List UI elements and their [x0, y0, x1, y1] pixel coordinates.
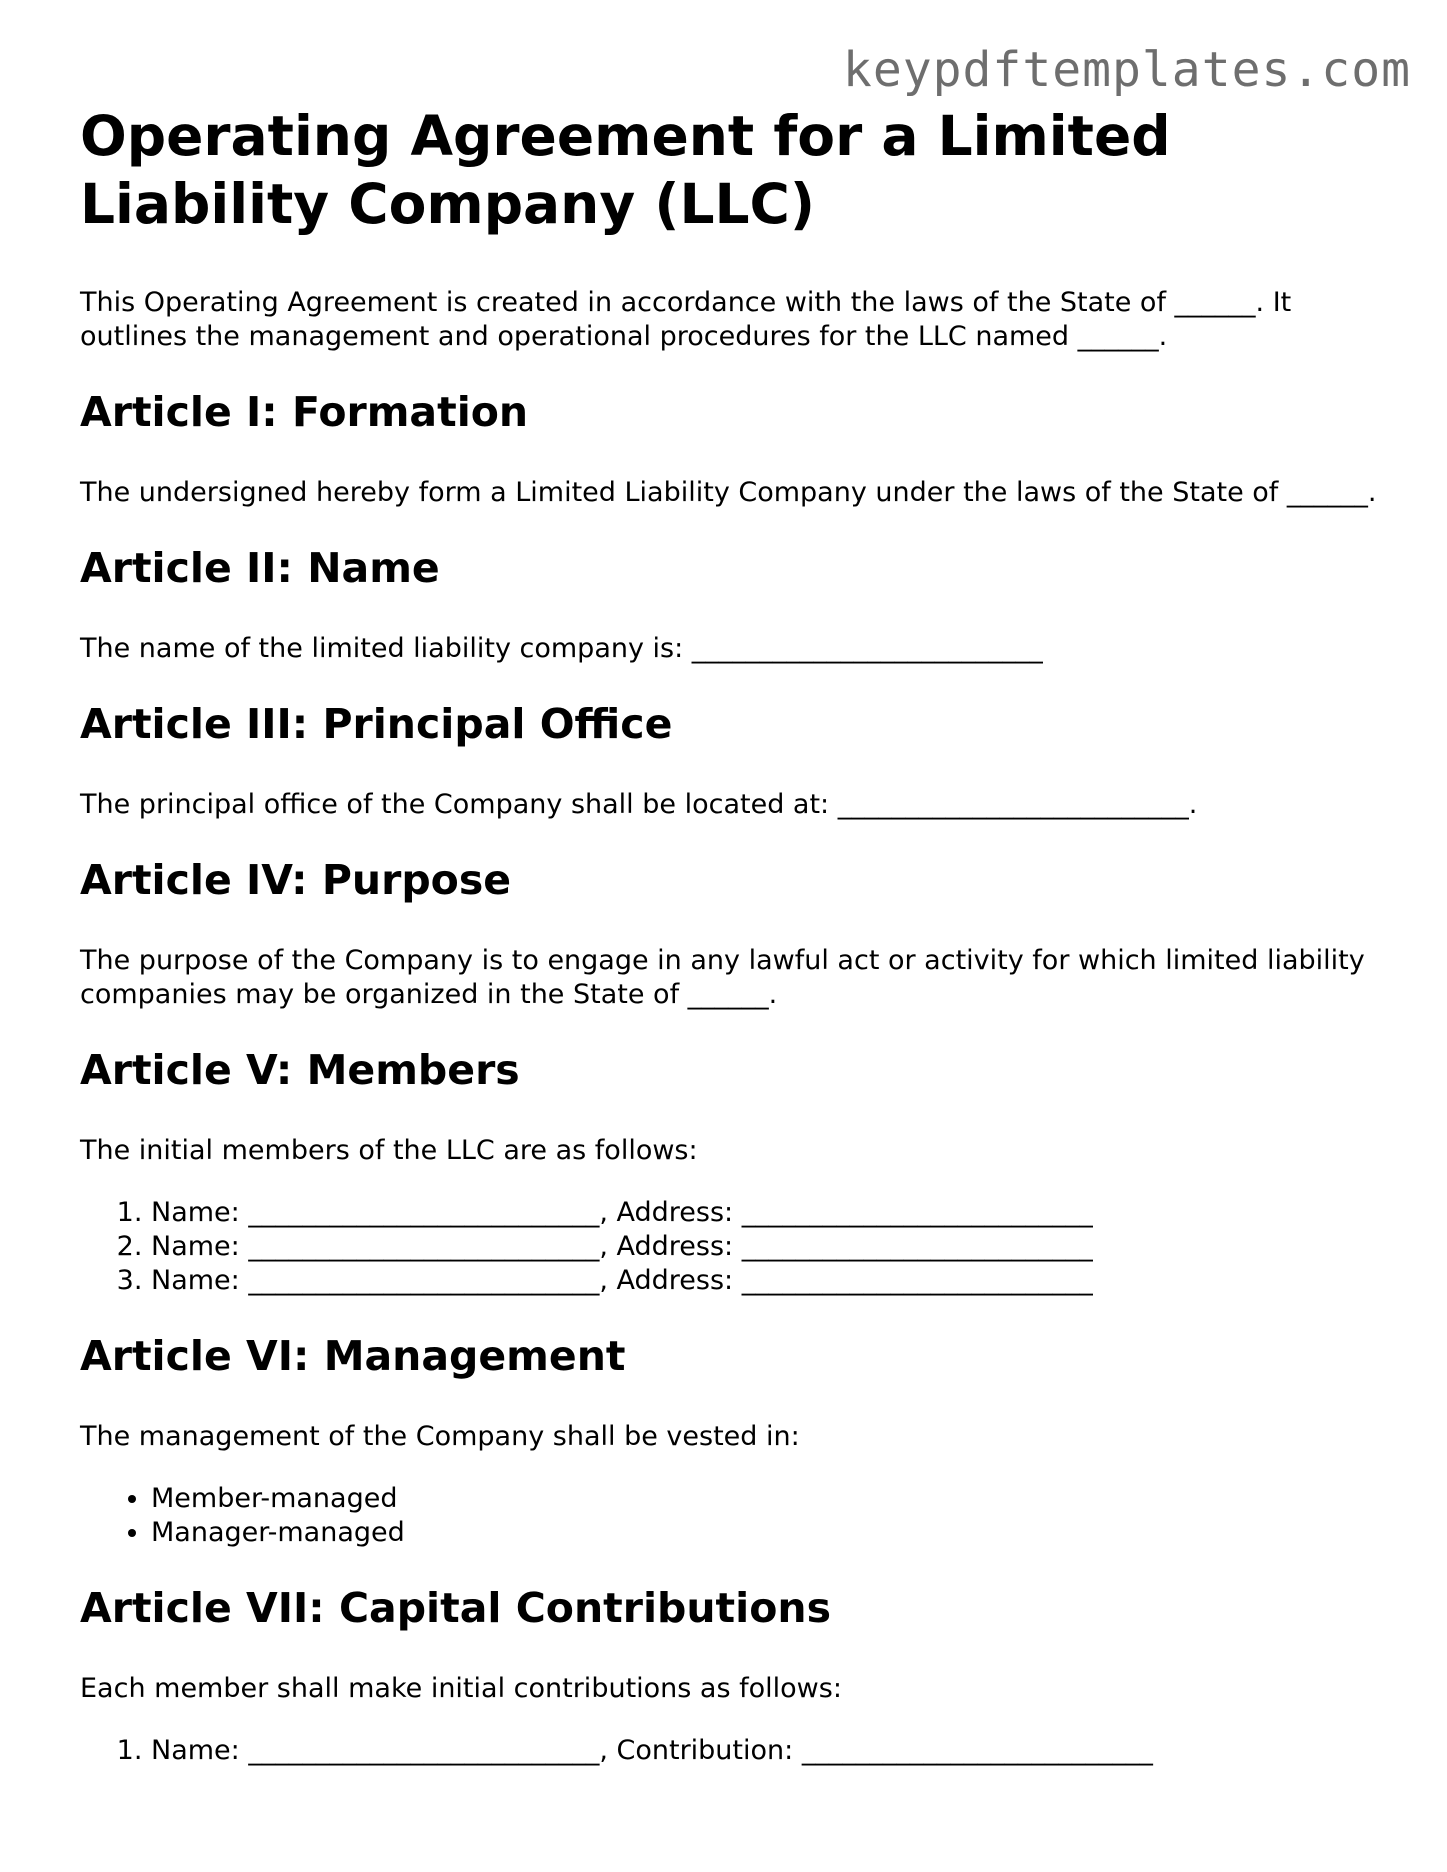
article-heading: Article III: Principal Office — [80, 700, 673, 748]
article-text: The initial members of the LLC are as follows: — [80, 1135, 698, 1166]
management-options-list — [80, 1482, 1380, 1550]
article-members — [80, 1046, 1380, 1298]
article-text: The name of the limited liability company is: __________________________ — [80, 633, 1043, 664]
article-heading: Article V: Members — [80, 1046, 520, 1094]
document-page — [80, 102, 1380, 1768]
contribution-entry: 1. Name: __________________________, Contribution: __________________________ — [151, 1734, 1380, 1768]
article-management — [80, 1332, 1380, 1550]
article-heading: Article VI: Management — [80, 1332, 626, 1380]
article-text: The undersigned hereby form a Limited Liability Company under the laws of the State of ______. — [80, 477, 1377, 508]
document-title: Operating Agreement for a Limited Liability Company (LLC) — [80, 104, 1171, 236]
article-principal-office — [80, 700, 1380, 822]
management-option: • Manager-managed — [151, 1516, 1380, 1550]
article-heading: Article II: Name — [80, 544, 440, 592]
article-purpose — [80, 856, 1380, 1012]
article-heading: Article IV: Purpose — [80, 856, 512, 904]
article-text: The management of the Company shall be vested in: — [80, 1421, 800, 1452]
article-text: The principal office of the Company shall be located at: __________________________. — [80, 789, 1198, 820]
article-heading: Article I: Formation — [80, 388, 529, 436]
intro-paragraph: This Operating Agreement is created in accordance with the laws of the State of ______. It outlines the management and operational procedures for the LLC named ______. — [80, 287, 1292, 352]
contributions-list — [80, 1734, 1380, 1768]
member-entry: 1. Name: __________________________, Address: __________________________ — [151, 1196, 1380, 1230]
watermark: keypdftemplates.com — [842, 42, 1411, 98]
members-list — [80, 1196, 1380, 1298]
member-entry: 2. Name: __________________________, Address: __________________________ — [151, 1230, 1380, 1264]
article-name — [80, 544, 1380, 666]
article-formation — [80, 388, 1380, 510]
article-heading: Article VII: Capital Contributions — [80, 1584, 831, 1632]
member-entry: 3. Name: __________________________, Address: __________________________ — [151, 1264, 1380, 1298]
article-text: Each member shall make initial contributions as follows: — [80, 1673, 842, 1704]
article-capital-contributions — [80, 1584, 1380, 1768]
management-option: • Member-managed — [151, 1482, 1380, 1516]
article-text: The purpose of the Company is to engage in any lawful act or activity for which limited liability companies may be organized in the State of ______. — [80, 945, 1365, 1010]
